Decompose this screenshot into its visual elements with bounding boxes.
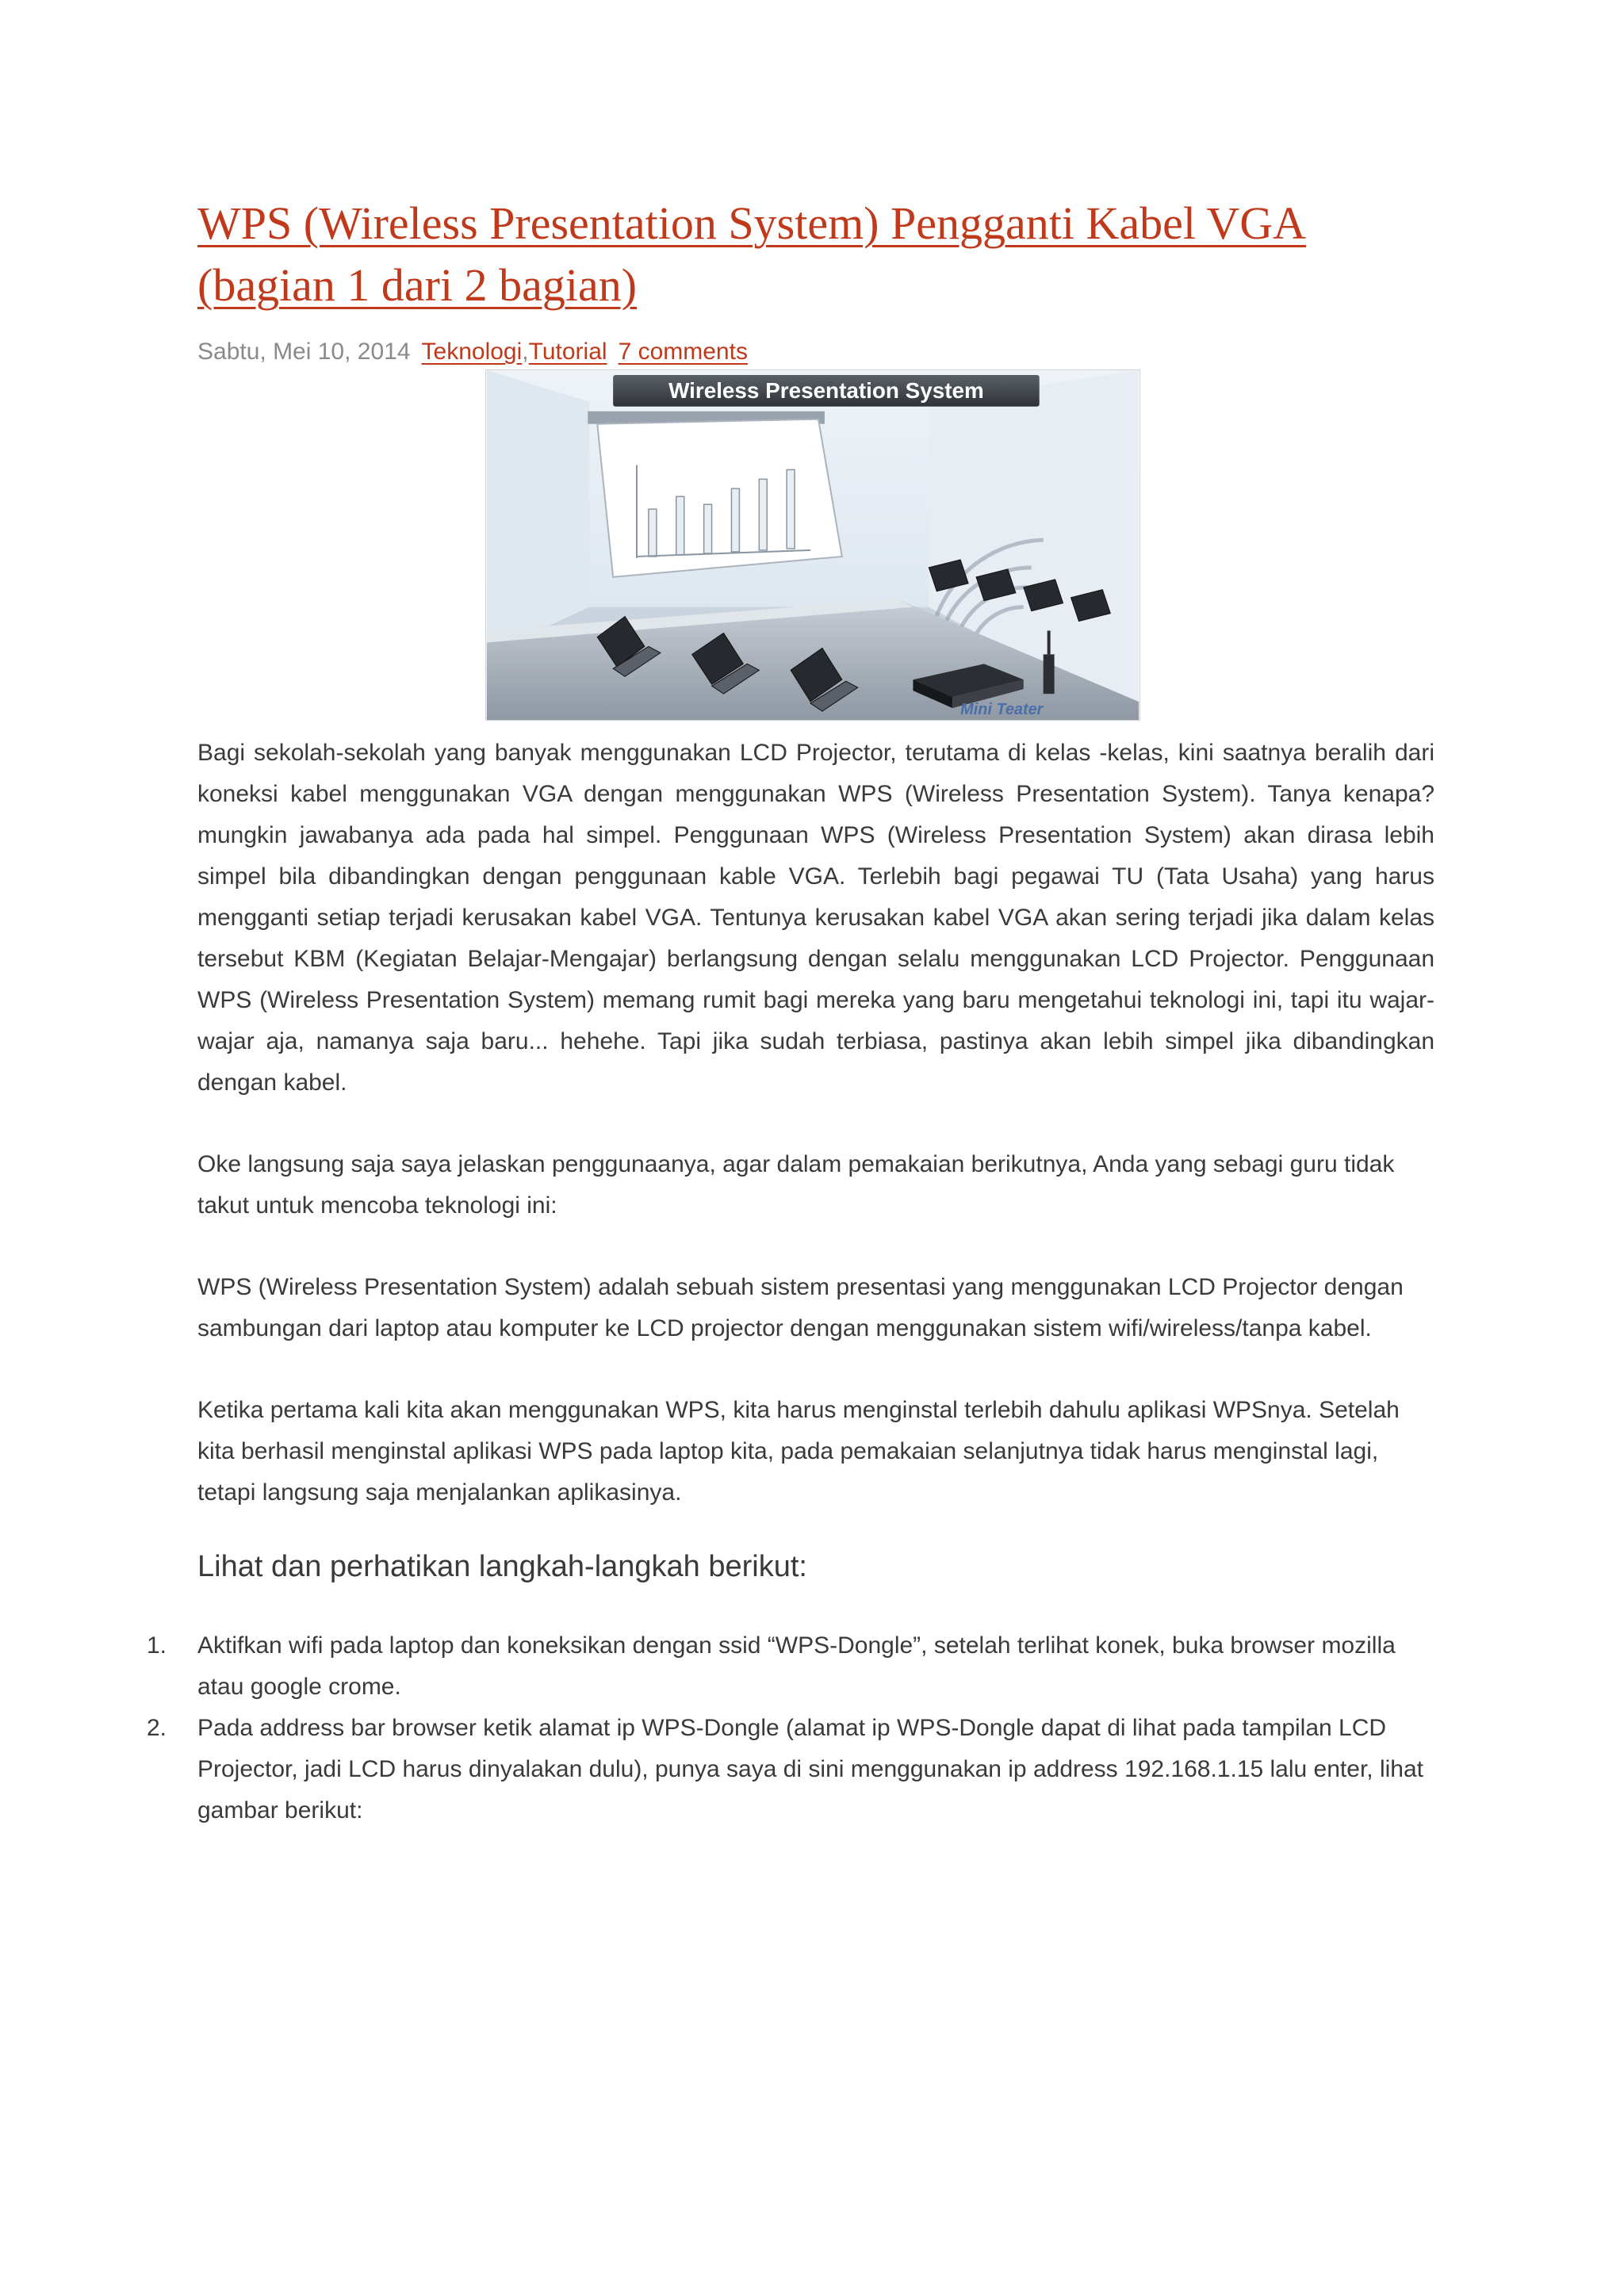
body-paragraph: WPS (Wireless Presentation System) adalah sebuah sistem presentasi yang menggunakan LCD Projector dengan sambungan dari laptop atau komputer ke LCD projector dengan menggunakan sistem wifi/wireless/tanpa kabel. (197, 1274, 1404, 1341)
step-text: Pada address bar browser ketik alamat ip WPS-Dongle (alamat ip WPS-Dongle dapat di lihat pada tampilan LCD Projector, jadi LCD harus dinyalakan dulu), punya saya di sini menggunakan ip address 192.168.1.15 lalu enter, lihat gambar berikut: (197, 1715, 1423, 1823)
step-number: 1. (147, 1632, 167, 1659)
label-separator: , (522, 339, 529, 365)
steps-list (0, 1625, 1435, 1831)
post-title-link[interactable]: WPS (Wireless Presentation System) Pengganti Kabel VGA (bagian 1 dari 2 bagian) (197, 197, 1307, 311)
classroom-illustration (486, 370, 1139, 720)
list-item (0, 1625, 1435, 1708)
wireless-presentation-illustration (485, 369, 1140, 721)
label-link-tutorial[interactable]: Tutorial (528, 339, 607, 365)
steps-heading: Lihat dan perhatikan langkah-langkah berikut: (197, 1550, 807, 1583)
list-item (0, 1708, 1435, 1831)
projector-screen (588, 411, 842, 577)
banner-text: Wireless Presentation System (668, 377, 984, 403)
body-paragraph: Bagi sekolah-sekolah yang banyak menggunakan LCD Projector, terutama di kelas -kelas, kini saatnya beralih dari koneksi kabel menggunakan VGA dengan menggunakan WPS (Wireless Presentation System). Tanya kenapa? mungkin jawabanya ada pada hal simpel. Penggunaan WPS (Wireless Presentation System) akan dirasa lebih simpel bila dibandingkan dengan penggunaan kable VGA. Terlebih bagi pegawai TU (Tata Usaha) yang harus mengganti setiap terjadi kerusakan kabel VGA. Tentunya kerusakan kabel VGA akan sering terjadi jika dalam kelas tersebut KBM (Kegiatan Belajar-Mengajar) berlangsung dengan selalu menggunakan LCD Projector. Penggunaan WPS (Wireless Presentation System) memang rumit bagi mereka yang baru mengetahui teknologi ini, tapi itu wajar-wajar aja, namanya saja baru... hehehe. Tapi jika sudah terbiasa, pastinya akan lebih simpel jika dibandingkan dengan kabel. (197, 740, 1434, 1096)
post-date: Sabtu, Mei 10, 2014 (197, 339, 411, 365)
comments-link[interactable]: 7 comments (618, 339, 748, 365)
step-text: Aktifkan wifi pada laptop dan koneksikan dengan ssid “WPS-Dongle”, setelah terlihat konek, buka browser mozilla atau google crome. (197, 1632, 1396, 1700)
body-paragraph: Ketika pertama kali kita akan menggunakan WPS, kita harus menginstal terlebih dahulu aplikasi WPSnya. Setelah kita berhasil menginstal aplikasi WPS pada laptop kita, pada pemakaian selanjutnya tidak harus menginstal lagi, tetapi langsung saja menjalankan aplikasinya. (197, 1397, 1400, 1506)
post-meta (197, 336, 748, 368)
step-number: 2. (147, 1715, 167, 1741)
body-paragraph: Oke langsung saja saya jelaskan penggunaanya, agar dalam pemakaian berikutnya, Anda yang sebagi guru tidak takut untuk mencoba teknologi ini: (197, 1151, 1395, 1219)
image-caption: Mini Teater (960, 701, 1044, 719)
label-link-teknologi[interactable]: Teknologi (421, 339, 523, 365)
post-body (197, 733, 1434, 1554)
